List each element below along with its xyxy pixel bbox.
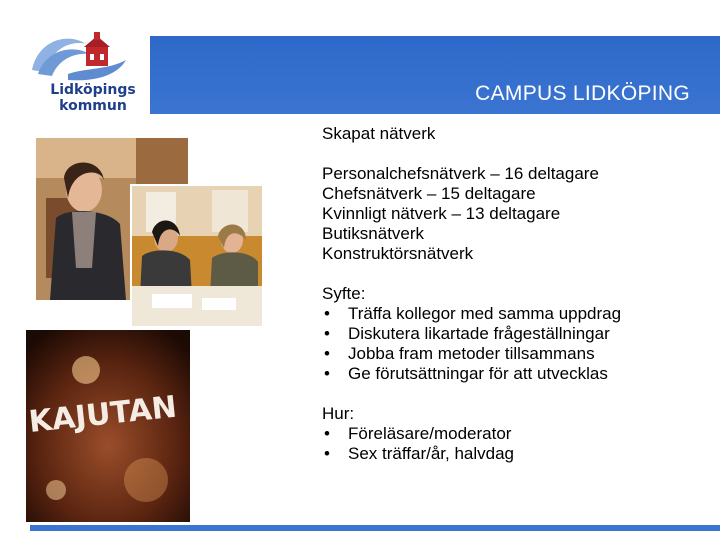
network-item: Konstruktörsnätverk bbox=[322, 244, 474, 263]
photo-kajutan-sign bbox=[26, 330, 190, 522]
network-item: Chefsnätverk – 15 deltagare bbox=[322, 184, 536, 203]
municipality-logo bbox=[28, 30, 136, 120]
footer-bar bbox=[30, 525, 720, 531]
purpose-item: • Jobba fram metoder tillsammans bbox=[324, 344, 595, 363]
bullet-icon: • bbox=[324, 324, 330, 343]
slide-content bbox=[322, 124, 712, 464]
purpose-item: • Ge förutsättningar för att utvecklas bbox=[324, 364, 608, 383]
bullet-icon: • bbox=[324, 424, 330, 443]
logo-line-1: Lidköpings bbox=[50, 82, 136, 98]
logo-text bbox=[48, 82, 138, 114]
header-title: CAMPUS LIDKÖPING bbox=[475, 82, 690, 105]
network-item: Kvinnligt nätverk – 13 deltagare bbox=[322, 204, 561, 223]
network-item: Butiksnätverk bbox=[322, 224, 425, 243]
purpose-item: • Diskutera likartade frågeställningar bbox=[324, 324, 610, 343]
bullet-icon: • bbox=[324, 444, 330, 463]
bullet-icon: • bbox=[324, 344, 330, 363]
how-item: • Föreläsare/moderator bbox=[324, 424, 512, 443]
network-item: Personalchefsnätverk – 16 deltagare bbox=[322, 164, 599, 183]
photo-meeting bbox=[132, 186, 262, 326]
networks-heading: Skapat nätverk bbox=[322, 124, 436, 143]
purpose-label: Syfte: bbox=[322, 284, 366, 303]
logo-emblem-icon bbox=[28, 30, 132, 90]
how-item: • Sex träffar/år, halvdag bbox=[324, 444, 515, 463]
how-label: Hur: bbox=[322, 404, 355, 423]
kajutan-sign-text: KAJUTAN bbox=[27, 389, 179, 440]
header-bar bbox=[150, 36, 720, 114]
bullet-icon: • bbox=[324, 304, 330, 323]
bullet-icon: • bbox=[324, 364, 330, 383]
logo-line-2: kommun bbox=[59, 98, 127, 114]
purpose-item: • Träffa kollegor med samma uppdrag bbox=[324, 304, 622, 323]
